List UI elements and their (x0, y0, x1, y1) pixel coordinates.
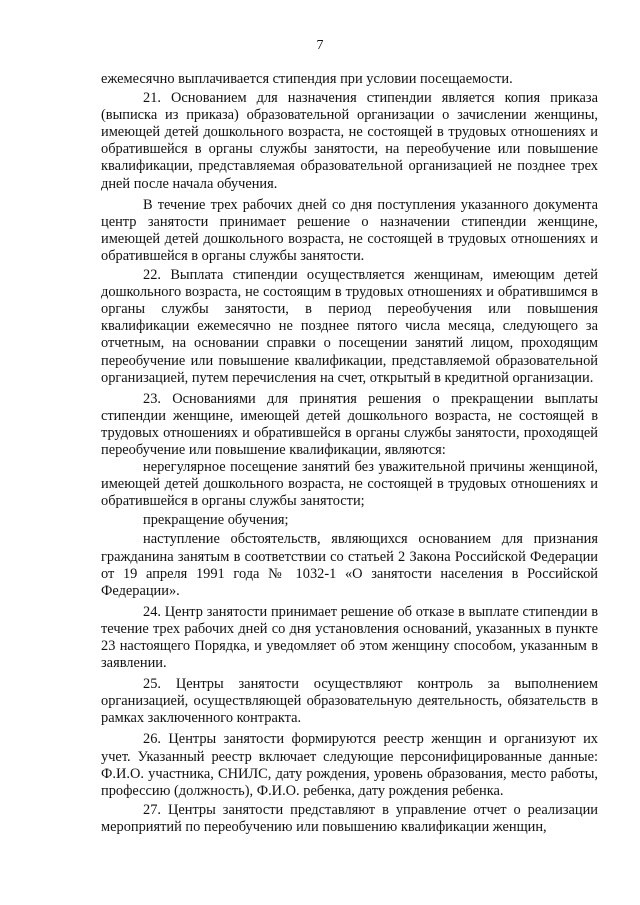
paragraph-25: 25. Центры занятости осуществляют контроль за выполнением организацией, осуществляющей образовательную деятельность, обязательств в рамках заключенного контракта. (101, 676, 598, 727)
paragraph-21: 21. Основанием для назначения стипендии является копия приказа (выписка из приказа) образовательной организации о зачислении женщины, имеющей детей дошкольного возраста, не состоящей в трудовых отношениях и обратившейся в органы службы занятости, на переобучение или повышение квалификации, представляемая образовательной организацией не позднее трех дней после начала обучения. (101, 90, 598, 192)
paragraph-continuation: ежемесячно выплачивается стипендия при условии посещаемости. (101, 71, 513, 87)
paragraph-23-item-irregular-attendance: нерегулярное посещение занятий без уважительной причины женщиной, имеющей детей дошкольного возраста, не состоящей в трудовых отношениях и обратившейся в органы службы занятости; (101, 459, 598, 510)
paragraph-23-item-termination: прекращение обучения; (143, 512, 289, 529)
paragraph-21-decision: В течение трех рабочих дней со дня поступления указанного документа центр занятости принимает решение о назначении стипендии женщине, имеющей детей дошкольного возраста, не состоящей в трудовых отношениях и обратившейся в органы службы занятости. (101, 196, 598, 264)
paragraph-24: 24. Центр занятости принимает решение об отказе в выплате стипендии в течение трех рабочих дней со дня установления оснований, указанных в пункте 23 настоящего Порядка, и уведомляет об этом женщину способом, указанным в заявлении. (101, 603, 598, 672)
paragraph-27: 27. Центры занятости представляют в управление отчет о реализации мероприятий по переобучению или повышению квалификации женщин, (101, 801, 598, 835)
paragraph-23-item-employment: наступление обстоятельств, являющихся основанием для признания гражданина занятым в соответствии со статьей 2 Закона Российской Федерации от 19 апреля 1991 года № 1032-1 «О занятости населения в Российской Федерации». (101, 531, 598, 599)
paragraph-22: 22. Выплата стипендии осуществляется женщинам, имеющим детей дошкольного возраста, не состоящим в трудовых отношениях и обратившимся в органы службы занятости, в период переобучения или повышения квалификации ежемесячно не позднее пятого числа месяца, следующего за отчетным, на основании справки о посещении занятий лицом, проходящим переобучение или повышение квалификации, представляемой образовательной организацией, путем перечисления на счет, открытый в кредитной организации. (101, 267, 598, 386)
paragraph-26: 26. Центры занятости формируются реестр женщин и организуют их учет. Указанный реестр включает следующие персонифицированные данные: Ф.И.О. участника, СНИЛС, дату рождения, уровень образования, место работы, профессию (должность), Ф.И.О. ребенка, дату рождения ребенка. (101, 731, 598, 799)
document-body (101, 71, 598, 836)
paragraph-23: 23. Основаниями для принятия решения о прекращении выплаты стипендии женщине, имеющей детей дошкольного возраста, не состоящей в трудовых отношениях и обратившейся в органы службы занятости, проходящей переобучение или повышение квалификации, являются: (101, 390, 598, 458)
page-number: 7 (316, 38, 324, 53)
